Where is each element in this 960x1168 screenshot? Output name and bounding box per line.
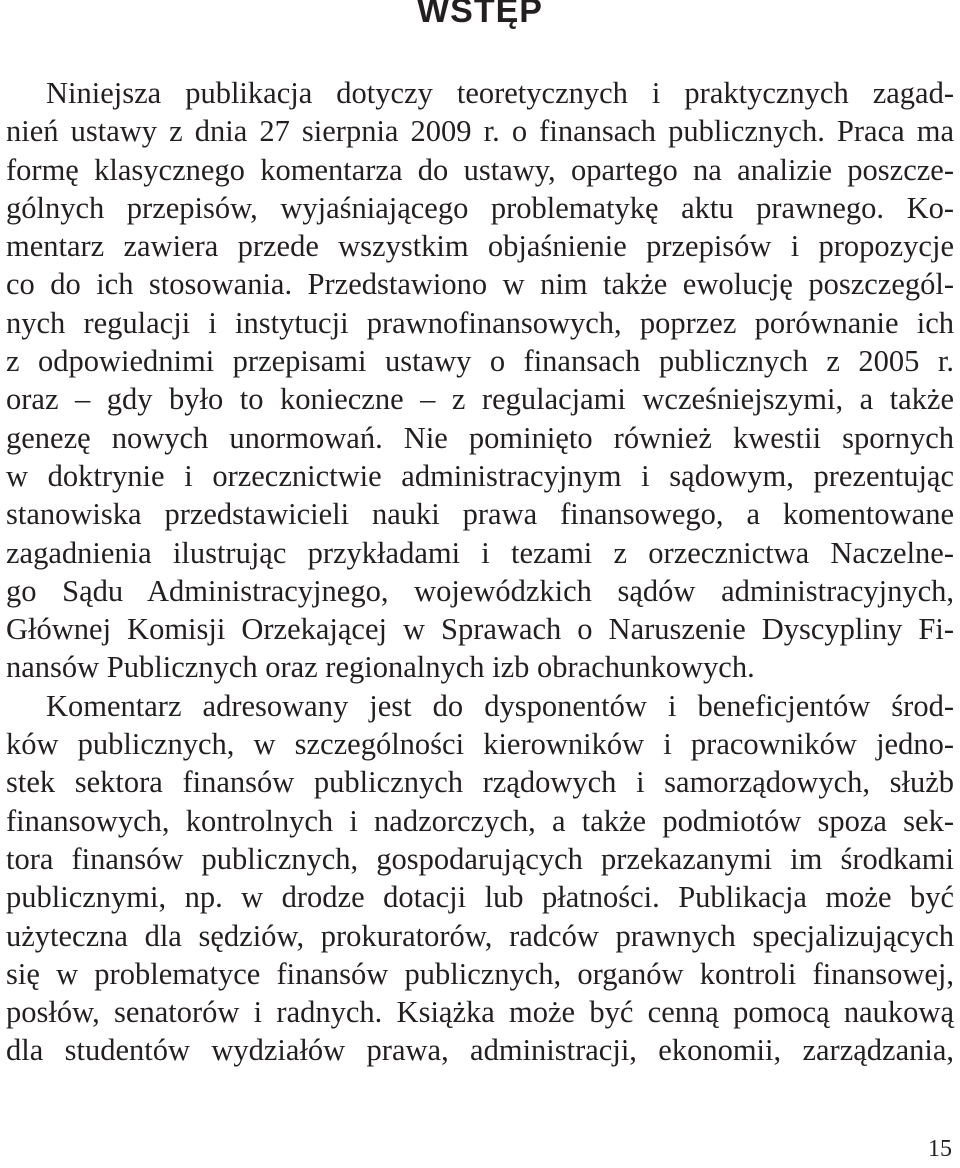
text-line: w doktrynie i orzecznictwie administracyjnym i sądowym, prezentując <box>6 458 954 493</box>
text-line: publicznymi, np. w drodze dotacji lub płatności. Publikacja może być <box>6 880 954 915</box>
text-line: nień ustawy z dnia 27 sierpnia 2009 r. o finansach publicznych. Praca ma <box>6 114 954 149</box>
text-line: z odpowiednimi przepisami ustawy o finansach publicznych z 2005 r. <box>6 344 954 379</box>
text-line: formę klasycznego komentarza do ustawy, opartego na analizie poszcze- <box>6 152 954 187</box>
text-line: Niniejsza publikacja dotyczy teoretycznych i praktycznych zagad- <box>46 76 954 110</box>
text-line: gólnych przepisów, wyjaśniającego problematykę aktu prawnego. Ko- <box>6 190 954 225</box>
text-line: zagadnienia ilustrując przykładami i tezami z orzecznictwa Naczelne- <box>6 535 954 570</box>
text-line: posłów, senatorów i radnych. Książka może być cenną pomocą naukową <box>6 995 954 1030</box>
text-line: mentarz zawiera przede wszystkim objaśnienie przepisów i propozycje <box>6 229 954 264</box>
body-text <box>6 74 954 1070</box>
text-line: finansowych, kontrolnych i nadzorczych, a także podmiotów spoza sek- <box>6 803 954 838</box>
page-number: 15 <box>928 1136 952 1162</box>
section-heading: WSTĘP <box>417 0 543 30</box>
text-line: stek sektora finansów publicznych rządowych i samorządowych, służb <box>6 765 954 800</box>
text-line: Głównej Komisji Orzekającej w Sprawach o Naruszenie Dyscypliny Fi- <box>6 612 954 647</box>
text-line: Komentarz adresowany jest do dysponentów i beneficjentów środ- <box>46 688 954 723</box>
text-line: użyteczna dla sędziów, prokuratorów, radców prawnych specjalizujących <box>6 918 954 953</box>
text-line: go Sądu Administracyjnego, wojewódzkich sądów administracyjnych, <box>6 573 954 608</box>
text-line: stanowiska przedstawicieli nauki prawa finansowego, a komentowane <box>6 497 954 532</box>
text-line: tora finansów publicznych, gospodarujących przekazanymi im środkami <box>6 841 954 876</box>
text-line: oraz – gdy było to konieczne – z regulacjami wcześniejszymi, a także <box>6 382 954 417</box>
text-line: nych regulacji i instytucji prawnofinansowych, poprzez porównanie ich <box>6 305 954 340</box>
text-line: nansów Publicznych oraz regionalnych izb obrachunkowych. <box>6 650 755 685</box>
text-line: co do ich stosowania. Przedstawiono w nim także ewolucję poszczegól- <box>6 267 954 302</box>
text-line: dla studentów wydziałów prawa, administracji, ekonomii, zarządzania, <box>6 1033 954 1068</box>
text-line: ków publicznych, w szczególności kierowników i pracowników jedno- <box>6 727 954 762</box>
text-line: się w problematyce finansów publicznych, organów kontroli finansowej, <box>6 956 954 991</box>
text-line: genezę nowych unormowań. Nie pominięto również kwestii spornych <box>6 420 954 455</box>
